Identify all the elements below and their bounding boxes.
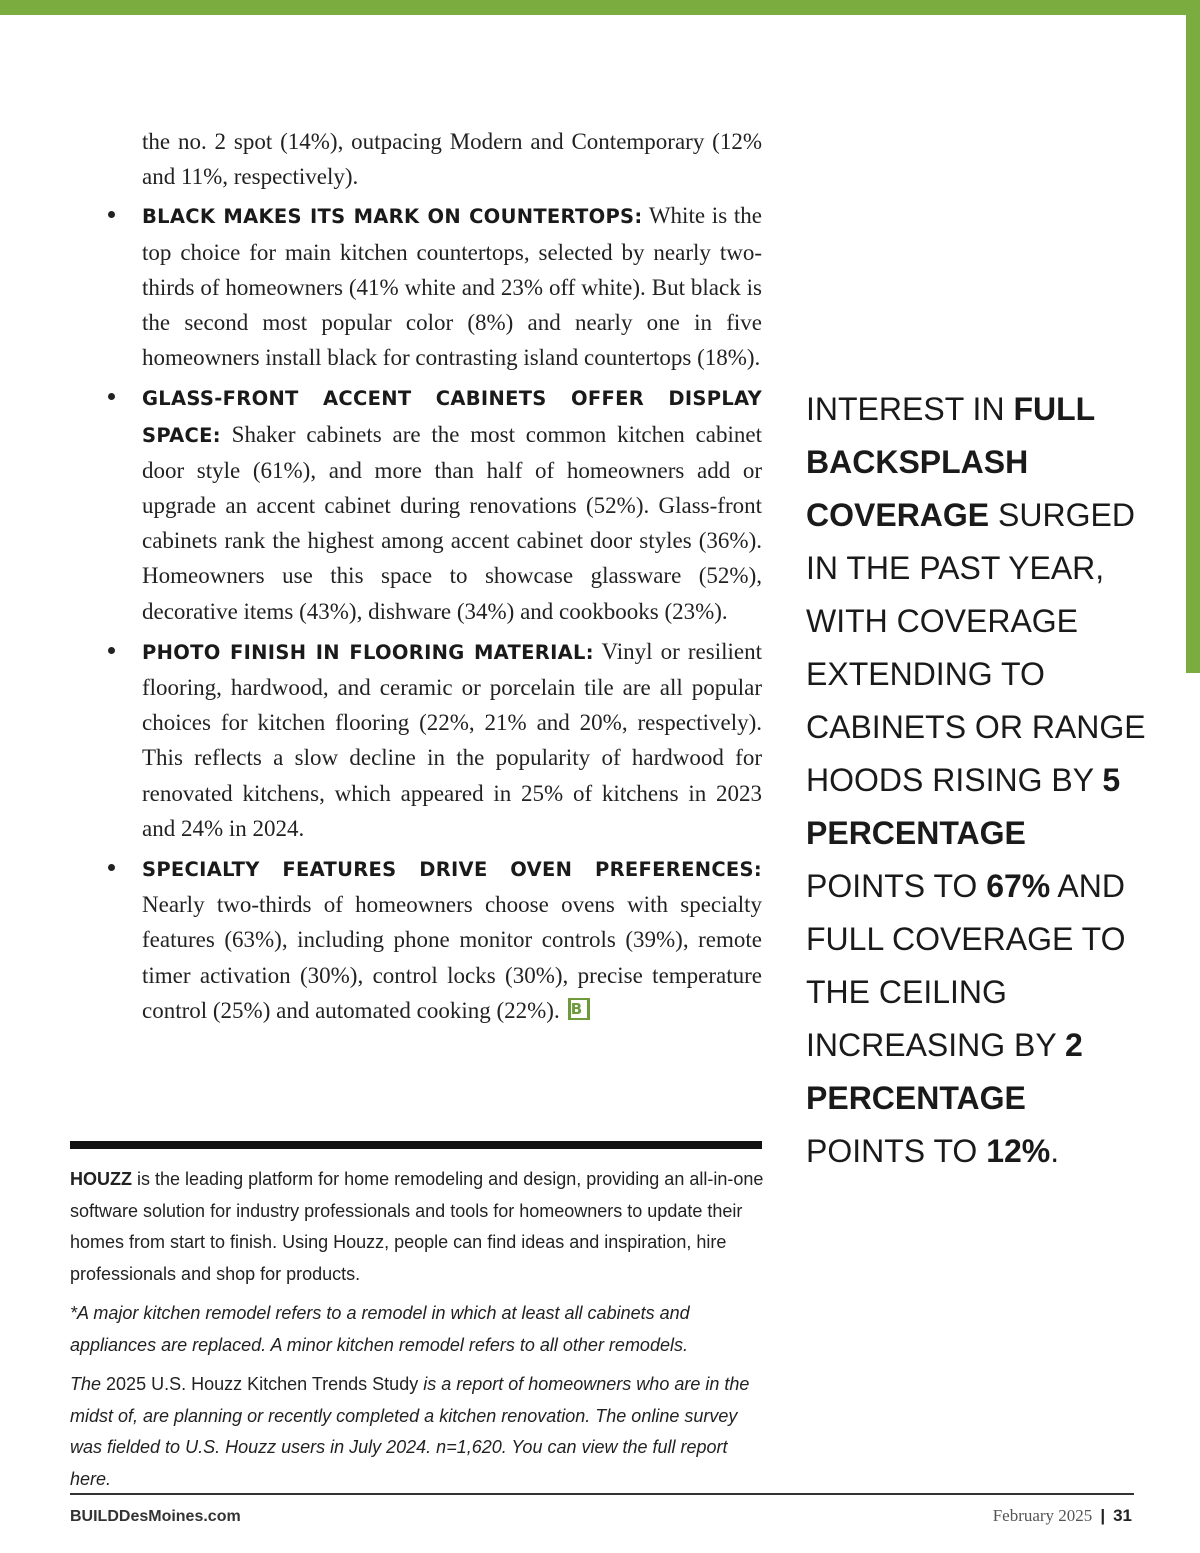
top-accent-bar: [0, 0, 1200, 15]
lead-paragraph: the no. 2 spot (14%), outpacing Modern and Contemporary (12% and 11%, respectively).: [142, 129, 762, 190]
pull-quote-emphasis: 67%: [986, 868, 1051, 904]
pull-quote-text: POINTS TO: [806, 1133, 987, 1169]
pull-quote-text: SURGED IN THE PAST YEAR, WITH COVERAGE EXTENDING TO CABINETS OR RANGE HOODS RISING BY: [806, 497, 1146, 798]
study-text: is a report of homeowners who are in the midst of, are planning or recently completed a kitchen renovation. The online survey was fielded to U.S. Houzz users in July 2024. n=1,620. You can view the full report here.: [70, 1374, 750, 1489]
houzz-about-text: is the leading platform for home remodeling and design, providing an all-in-one software solution for industry professionals and tools for homeowners to update their homes from start to finish. Using Houzz, people can find ideas and inspiration, hire professionals and shop for products.: [70, 1169, 764, 1284]
bullet-heading: SPECIALTY FEATURES DRIVE OVEN PREFERENCES:: [142, 858, 762, 882]
bullet-countertops: [100, 198, 762, 375]
bullet-cabinets: [100, 380, 762, 628]
study-title: 2025 U.S. Houzz Kitchen Trends Study: [101, 1374, 419, 1394]
build-logo-icon: [568, 998, 590, 1020]
bullet-text: White is the top choice for main kitchen countertops, selected by nearly two-thirds of homeowners (41% white and 23% off white). But black is the second most popular color (8%) and nearly one in five homeowners install black for contrasting island countertops (18%).: [142, 203, 762, 371]
footer-separator: |: [1100, 1506, 1106, 1525]
footer-folio: [993, 1506, 1132, 1526]
study-note: [70, 1369, 770, 1495]
houzz-name: HOUZZ: [70, 1169, 132, 1189]
section-rule: [70, 1141, 762, 1149]
bullet-text: Vinyl or resilient flooring, hardwood, and ceramic or porcelain tile are all popular choices for kitchen flooring (22%, 21% and 20%, respectively). This reflects a slow decline in the popularity of hardwood for renovated kitchens, which appeared in 25% of kitchens in 2023 and 24% in 2024.: [142, 638, 762, 841]
pull-quote-text: INTEREST IN: [806, 391, 1014, 427]
footnotes: [70, 1164, 770, 1503]
pull-quote-emphasis: 2 PERCENTAGE: [806, 1027, 1083, 1116]
page-number: 31: [1113, 1506, 1132, 1525]
build-logo-letter: B: [571, 1000, 587, 1018]
bullet-dot: [108, 864, 115, 871]
bullet-ovens: [100, 851, 762, 1028]
pull-quote-text: POINTS TO: [806, 868, 987, 904]
bullet-text: Shaker cabinets are the most common kitchen cabinet door style (61%), and more than half of homeowners add or upgrade an accent cabinet during renovations (52%). Glass-front cabinets rank the highest among accent cabinet door styles (36%). Homeowners use this space to showcase glassware (52%), decorative items (43%), dishware (34%) and cookbooks (23%).: [142, 421, 762, 624]
bullet-dot: [108, 647, 115, 654]
pull-quote-emphasis: 5 PERCENTAGE: [806, 762, 1121, 851]
pull-quote-text: .: [1050, 1133, 1060, 1169]
body-column: [100, 124, 762, 1033]
bullet-heading: BLACK MAKES ITS MARK ON COUNTERTOPS:: [142, 205, 643, 229]
footer-issue: February 2025: [992, 1506, 1093, 1525]
bullet-heading: GLASS-FRONT ACCENT CABINETS OFFER DISPLAY SPACE:: [142, 387, 762, 447]
pull-quote-emphasis: 12%: [986, 1133, 1051, 1169]
bullet-dot: [108, 393, 115, 400]
bullet-dot: [108, 211, 115, 218]
bullet-heading: PHOTO FINISH IN FLOORING MATERIAL:: [142, 640, 594, 664]
bullet-text: Nearly two-thirds of homeowners choose ovens with specialty features (63%), including phone monitor controls (39%), remote timer activation (30%), control locks (30%), precise temperature control (25%) and automated cooking (22%).: [142, 892, 762, 1023]
right-accent-bar: [1186, 15, 1200, 673]
footer-rule: [70, 1493, 1134, 1495]
bullet-flooring: [100, 634, 762, 846]
remodel-definition-text: *A major kitchen remodel refers to a remodel in which at least all cabinets and appliances are replaced. A minor kitchen remodel refers to all other remodels.: [70, 1303, 690, 1355]
houzz-about: [70, 1164, 770, 1290]
footer-site: BUILDDesMoines.com: [70, 1508, 241, 1525]
study-prefix: The: [70, 1374, 102, 1394]
remodel-definition: [70, 1298, 770, 1361]
pull-quote-text: AND FULL COVERAGE TO THE CEILING INCREASING BY: [806, 868, 1126, 1063]
pull-quote: [806, 383, 1146, 1178]
pull-quote-emphasis: FULL BACKSPLASH COVERAGE: [806, 391, 1095, 533]
